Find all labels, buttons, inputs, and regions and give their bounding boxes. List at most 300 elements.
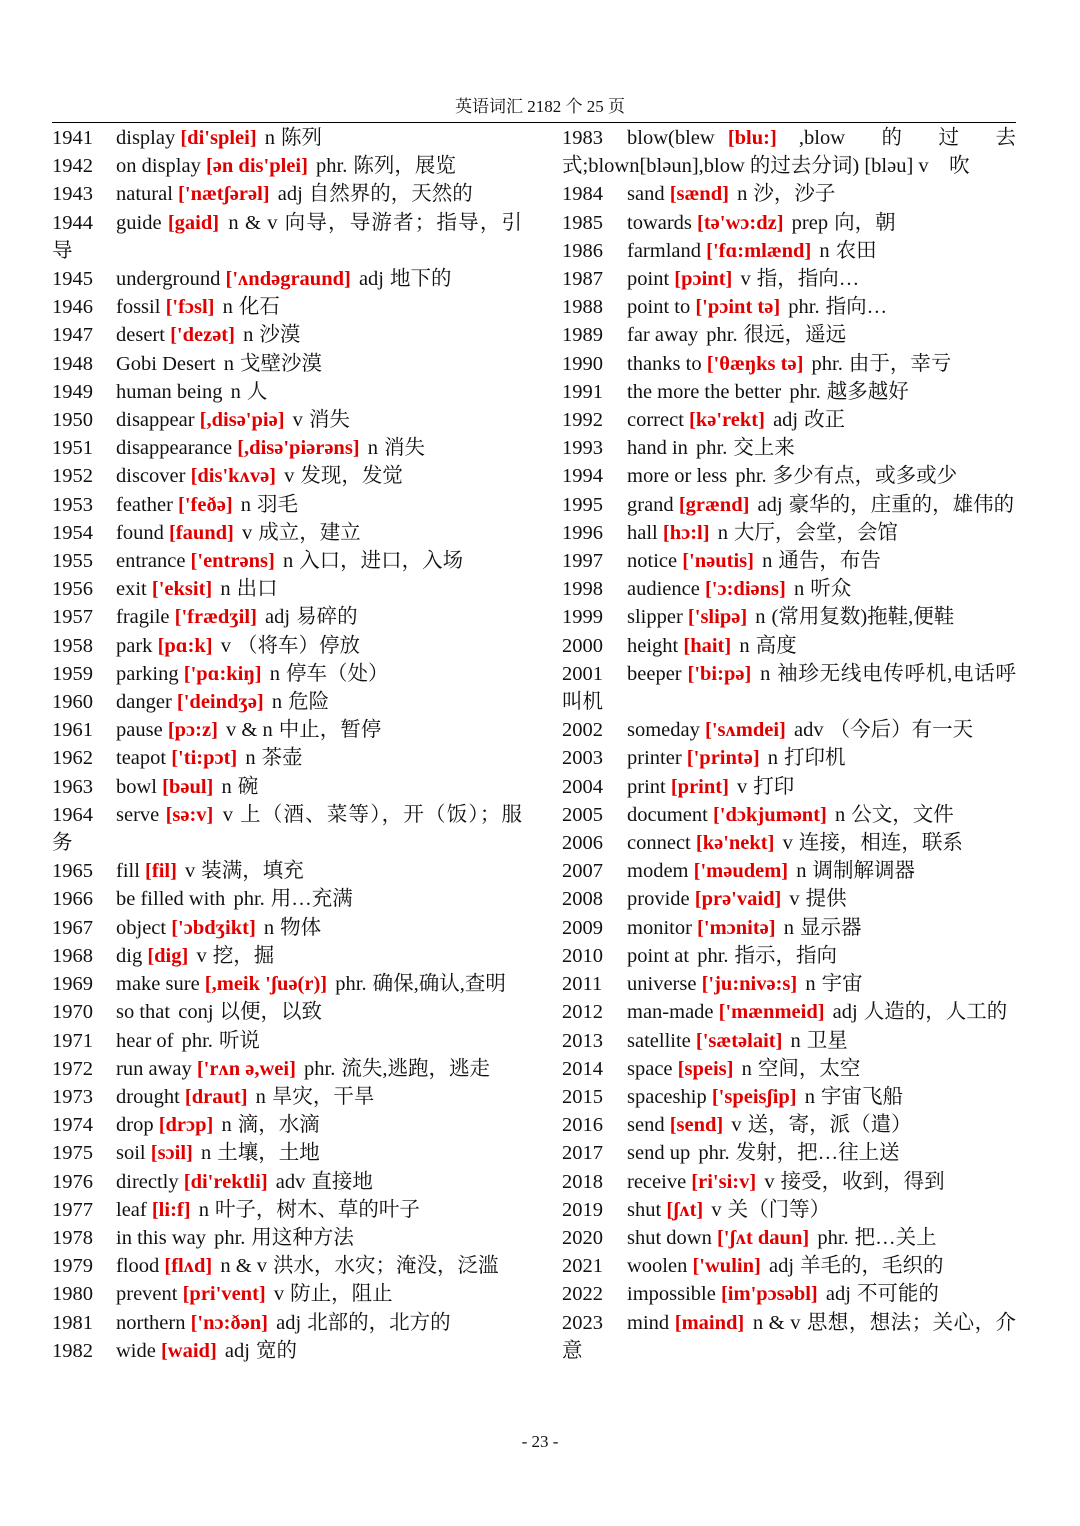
entry-word: directly [116,1170,179,1193]
entry-word: object [116,916,167,939]
entry-word: grand [627,493,674,516]
vocab-entry [562,575,1016,603]
entry-definition: 旱灾，干旱 [271,1085,375,1108]
entry-word: parking [116,662,179,685]
entry-part-of-speech: v [284,465,295,488]
entry-phonetic: ['ɔbdʒikt] [171,916,256,939]
entry-number: 1945 [52,268,93,291]
entry-definition: 袖珍无线电传呼机,电话呼叫机 [562,662,1017,714]
entry-part-of-speech: phr. [696,437,728,460]
entry-phonetic: [drɔp] [158,1114,214,1137]
entry-definition: 沙漠 [259,324,301,347]
entry-part-of-speech: phr. [233,888,265,911]
entry-definition: 陈列 [281,127,323,149]
entry-phonetic: ['nɔ:ðən] [190,1311,269,1334]
vocab-entry [52,1139,522,1167]
entry-part-of-speech: v [711,1198,722,1221]
entry-part-of-speech: phr. [735,465,767,488]
entry-word: more or less [627,465,728,488]
entry-word: hear of [116,1029,174,1052]
entry-phonetic: [speis] [677,1057,734,1080]
page-number: - 23 - [521,1432,559,1451]
vocab-entry [562,1168,1016,1196]
entry-word: fill [116,860,140,883]
entry-number: 1944 [52,211,93,234]
entry-part-of-speech: v [740,268,751,291]
vocab-entry [52,970,522,998]
entry-definition: 指示，指向 [734,944,838,967]
vocab-entry [562,885,1016,913]
entry-definition: 很远，遥远 [743,324,847,347]
entry-part-of-speech: adv [275,1170,306,1193]
entry-word: document [627,803,708,826]
entry-word: slipper [627,606,683,629]
entry-phonetic: [ri'si:v] [691,1170,757,1193]
entry-word: natural [116,183,173,206]
entry-part-of-speech: v [196,944,207,967]
vocab-entry [562,1280,1016,1308]
entry-number: 2013 [562,1029,603,1052]
entry-definition: 北部的，北方的 [307,1311,451,1334]
entry-word: shut [627,1198,662,1221]
entry-word: entrance [116,550,186,573]
entry-number: 2020 [562,1226,603,1249]
entry-word: desert [116,324,165,347]
entry-definition: 人造的，人工的 [863,1001,1008,1024]
vocab-entry [562,660,1016,716]
entry-definition: 高度 [755,634,797,657]
entry-word: provide [627,888,690,911]
entry-number: 1981 [52,1311,93,1334]
entry-part-of-speech: v [242,521,253,544]
entry-definition: 交上来 [733,437,795,460]
entry-number: 1983 [562,127,603,149]
entry-number: 1960 [52,691,93,714]
entry-number: 1965 [52,860,93,883]
entry-definition: 关（门等） [727,1198,831,1221]
vocab-entry [52,462,522,490]
entry-definition: 地下的 [390,268,452,291]
entry-phonetic: ['dezət] [170,324,235,347]
entry-part-of-speech: phr. [811,352,843,375]
entry-word: send [627,1114,665,1137]
vocab-entry [52,575,522,603]
vocab-entry [562,378,1016,406]
right-column [562,124,1016,1365]
entry-number: 1961 [52,719,93,742]
entry-phonetic: ['fɑ:mlænd] [706,239,812,262]
vocab-entry [562,293,1016,321]
entry-part-of-speech: n [221,1114,232,1137]
entry-part-of-speech: adj [265,606,291,629]
entry-number: 1999 [562,606,603,629]
entry-number: 1949 [52,380,93,403]
entry-definition: 物体 [280,916,322,939]
entry-definition: 农田 [835,239,877,262]
entry-part-of-speech: v [220,634,232,657]
entry-phonetic: ['feðə] [178,493,233,516]
entry-definition: 宽的 [255,1339,297,1362]
entry-word: human being [116,380,223,403]
entry-number: 2004 [562,775,603,798]
vocab-entry [52,1083,522,1111]
entry-number: 1979 [52,1255,93,1278]
vocab-entry [562,773,1016,801]
entry-part-of-speech: n [243,324,254,347]
entry-word: point to [627,296,691,319]
entry-definition: 洪水，水灾；淹没，泛滥 [273,1255,499,1278]
entry-definition: 消失 [384,437,426,460]
entry-word: leaf [116,1198,147,1221]
entry-number: 2011 [562,973,603,996]
entry-definition: 以便，以致 [219,1001,323,1024]
entry-definition: 茶壶 [261,747,303,770]
vocab-entry [562,321,1016,349]
entry-word: thanks to [627,352,702,375]
entry-part-of-speech: v [731,1114,742,1137]
entry-definition: 沙，沙子 [753,183,836,206]
vocab-entry [52,1111,522,1139]
entry-word: serve [116,803,160,826]
entry-word: shut down [627,1226,712,1249]
entry-part-of-speech: adj [757,493,783,516]
entry-number: 1967 [52,916,93,939]
entry-part-of-speech: n [767,747,779,770]
entry-word: run away [116,1057,192,1080]
entry-definition: 自然界的，天然的 [308,183,473,206]
entry-definition: 入口，进口，入场 [299,550,464,573]
vocab-entry [52,406,522,434]
entry-word: hand in [627,437,688,460]
vocab-entry [52,152,522,180]
vocab-entry [562,1083,1016,1111]
entry-number: 1941 [52,127,93,149]
entry-phonetic: [,disə'piə] [199,409,285,432]
entry-number: 1954 [52,521,93,544]
entry-phonetic: ['eksit] [151,578,213,601]
entry-word: print [627,775,666,798]
entry-number: 2016 [562,1114,603,1137]
entry-definition: 人 [246,380,268,403]
entry-number: 2019 [562,1198,603,1221]
entry-definition: 接受，收到，得到 [780,1170,945,1193]
entry-part-of-speech: v & n [226,719,273,742]
entry-phonetic: [li:f] [151,1198,191,1221]
entry-word: be filled with [116,888,226,911]
vocab-entry [562,744,1016,772]
entry-definition: ,blow 的 过 去式;blown[bləun],blow 的过去分词) [bləu] v 吹 [562,127,1017,178]
entry-part-of-speech: n [739,634,750,657]
vocab-entry [562,970,1016,998]
entry-word: the more the better [627,380,782,403]
entry-number: 1988 [562,296,603,319]
entry-part-of-speech: n [264,127,276,149]
entry-number: 1986 [562,239,603,262]
entry-word: found [116,521,164,544]
entry-number: 1958 [52,634,93,657]
entry-definition: 流失,逃跑，逃走 [341,1057,490,1080]
entry-definition: 空间，太空 [757,1057,861,1080]
entry-phonetic: [maind] [674,1311,745,1334]
entry-part-of-speech: n [737,183,748,206]
vocab-entry [52,801,522,857]
entry-definition: 打印 [753,775,795,798]
entry-phonetic: ['fɔsl] [165,296,215,319]
entry-word: impossible [627,1283,716,1306]
entry-part-of-speech: adj [825,1283,851,1306]
entry-word: space [627,1057,673,1080]
entry-word: point [627,268,670,291]
entry-definition: 成立，建立 [258,521,361,544]
vocab-entry [52,1168,522,1196]
entry-part-of-speech: adj [358,268,384,291]
entry-word: blow(blew [627,127,715,149]
vocab-entry [52,209,522,265]
vocab-entry [52,660,522,688]
vocab-entry [52,180,522,208]
entry-word: point at [627,944,690,967]
left-column [52,124,522,1365]
entry-phonetic: ['sætəlait] [695,1029,783,1052]
entry-word: far away [627,324,699,347]
entry-definition: 由于，幸亏 [848,352,952,375]
entry-phonetic: ['ʃʌt daun] [716,1226,810,1249]
vocab-entry [52,998,522,1026]
entry-definition: 出口 [236,578,278,601]
vocab-entry [562,180,1016,208]
entry-phonetic: [di'rektli] [183,1170,268,1193]
entry-definition: 化石 [238,296,280,319]
entry-definition: （今后）有一天 [829,719,974,742]
entry-word: teapot [116,747,167,770]
entry-number: 1993 [562,437,603,460]
entry-part-of-speech: n [793,578,805,601]
entry-number: 2018 [562,1170,603,1193]
entry-number: 1956 [52,578,93,601]
entry-number: 2010 [562,944,603,967]
vocab-entry [562,914,1016,942]
entry-definition: 多少有点，或多或少 [772,465,958,488]
entry-definition: 连接，相连，联系 [798,832,963,855]
entry-number: 2001 [562,662,603,685]
entry-phonetic: [,meik 'ʃuə(r)] [204,973,328,996]
entry-phonetic: ['pɑ:kiŋ] [183,662,262,685]
entry-phonetic: [sɔil] [150,1142,193,1165]
entry-definition: 防止，阻止 [290,1283,393,1306]
entry-definition: 发射，把…往上送 [735,1142,900,1165]
entry-phonetic: ['dɔkjumənt] [712,803,827,826]
entry-definition: 碗 [237,775,259,798]
entry-phonetic: ['printə] [686,747,760,770]
vocab-entry [52,1224,522,1252]
entry-part-of-speech: conj [178,1001,214,1024]
entry-phonetic: ['ɔ:diəns] [704,578,786,601]
vocab-entry [52,1337,522,1365]
entry-part-of-speech: v [737,775,748,798]
entry-part-of-speech: n [198,1198,209,1221]
entry-word: farmland [627,239,701,262]
entry-definition: 大厅，会堂，会馆 [733,521,898,544]
entry-number: 1968 [52,944,93,967]
entry-phonetic: [,disə'piərəns] [237,437,360,460]
entry-part-of-speech: n [783,916,794,939]
entry-definition: 调制解调器 [812,860,916,883]
entry-number: 2006 [562,832,603,855]
entry-number: 2000 [562,634,603,657]
entry-definition: 土壤，土地 [217,1142,320,1165]
vocab-entry [562,998,1016,1026]
entry-definition: 打印机 [784,747,846,770]
entry-part-of-speech: n [222,296,233,319]
vocab-entry [562,209,1016,237]
entry-definition: 改正 [804,409,846,432]
entry-number: 1992 [562,409,603,432]
entry-number: 1964 [52,803,93,826]
entry-definition: 停车（处） [285,662,389,685]
entry-phonetic: ['speisʃip] [711,1085,797,1108]
entry-phonetic: ['nəutis] [682,550,754,573]
entry-definition: 滴，水滴 [237,1114,320,1137]
vocab-entry [562,406,1016,434]
entry-part-of-speech: n [755,606,766,629]
vocab-entry [562,801,1016,829]
vocab-entry [562,350,1016,378]
vocab-entry [52,124,522,152]
entry-definition: 用…充满 [270,888,353,911]
entry-number: 1987 [562,268,603,291]
entry-number: 1975 [52,1142,93,1165]
entry-definition: 危险 [288,691,330,714]
entry-definition: 消失 [308,409,350,432]
entry-word: disappearance [116,437,233,460]
entry-part-of-speech: v [273,1283,285,1306]
entry-number: 1990 [562,352,603,375]
entry-number: 1977 [52,1198,93,1221]
entry-word: discover [116,465,186,488]
entry-phonetic: ['slipə] [687,606,748,629]
entry-part-of-speech: n [221,775,232,798]
page-header: 英语词汇 2182 个 25 页 [455,97,625,116]
entry-definition: 用这种方法 [251,1226,354,1249]
vocab-entry [562,237,1016,265]
entry-word: dig [116,944,143,967]
entry-part-of-speech: n [263,916,275,939]
vocab-entry [562,603,1016,631]
entry-definition: 指，指向… [756,268,860,291]
entry-part-of-speech: phr. [788,296,820,319]
entry-part-of-speech: phr. [214,1226,246,1249]
vocab-entry [52,773,522,801]
entry-number: 1984 [562,183,603,206]
vocab-entry [52,744,522,772]
entry-part-of-speech: n [230,380,241,403]
entry-phonetic: [kə'nekt] [695,832,775,855]
entry-number: 1969 [52,973,93,996]
vocab-entry [562,829,1016,857]
entry-phonetic: [bəul] [162,775,214,798]
vocab-entry [562,519,1016,547]
entry-phonetic: [grænd] [678,493,750,516]
entry-word: on display [116,155,201,178]
entry-number: 1943 [52,183,93,206]
entry-word: monitor [627,916,692,939]
vocab-entry [52,688,522,716]
entry-part-of-speech: n [240,493,252,516]
entry-phonetic: [send] [669,1114,724,1137]
entry-part-of-speech: n [790,1029,801,1052]
entry-number: 2008 [562,888,603,911]
entry-definition: 显示器 [799,916,862,939]
entry-word: spaceship [627,1085,707,1108]
entry-part-of-speech: n & v [220,1255,268,1278]
entry-part-of-speech: adj [277,183,303,206]
entry-part-of-speech: n [245,747,256,770]
entry-word: Gobi Desert [116,352,216,375]
entry-phonetic: [prə'vaid] [694,888,782,911]
entry-number: 1974 [52,1114,93,1137]
entry-word: beeper [627,662,682,685]
entry-definition: 直接地 [311,1170,373,1193]
entry-number: 1989 [562,324,603,347]
entry-word: receive [627,1170,687,1193]
entry-definition: 宇宙 [821,973,863,996]
entry-word: make sure [116,973,200,996]
vocab-entry [52,885,522,913]
vocab-entry [562,434,1016,462]
vocab-entry [52,1055,522,1083]
entry-phonetic: [im'pɔsəbl] [720,1283,818,1306]
entry-phonetic: [faund] [168,521,234,544]
entry-definition: 把…关上 [854,1226,937,1249]
entry-phonetic: [draut] [184,1085,248,1108]
entry-number: 1997 [562,550,603,573]
vocab-entry [562,491,1016,519]
entry-phonetic: [tə'wɔ:dz] [697,211,784,234]
entry-part-of-speech: v [764,1170,775,1193]
entry-number: 1947 [52,324,93,347]
vocab-entry [52,434,522,462]
entry-definition: 发现，发觉 [300,465,403,488]
vocab-entry [562,124,1016,180]
entry-part-of-speech: n [717,521,728,544]
entry-word: feather [116,493,173,516]
entry-word: man-made [627,1001,714,1024]
entry-part-of-speech: n [201,1142,212,1165]
entry-number: 1955 [52,550,93,573]
vocab-entry [52,942,522,970]
entry-phonetic: [dis'kʌvə] [190,465,277,488]
entry-number: 2002 [562,719,603,742]
entry-phonetic: ['ti:pɔt] [171,747,238,770]
entry-word: sand [627,183,665,206]
entry-number: 2014 [562,1057,603,1080]
entry-number: 2007 [562,860,603,883]
entry-word: modem [627,860,689,883]
entry-number: 1995 [562,493,603,516]
entry-definition: 向导，导游者；指导，引导 [52,211,523,262]
entry-number: 2022 [562,1283,603,1306]
entry-number: 1978 [52,1226,93,1249]
entry-part-of-speech: adj [768,1255,795,1278]
entry-number: 2009 [562,916,603,939]
entry-number: 1994 [562,465,603,488]
entry-definition: 易碎的 [296,606,358,629]
vocab-entry [52,914,522,942]
entry-part-of-speech: n [760,662,771,685]
vocab-entry [562,547,1016,575]
entry-word: fragile [116,606,170,629]
entry-phonetic: [pri'vent] [182,1283,266,1306]
